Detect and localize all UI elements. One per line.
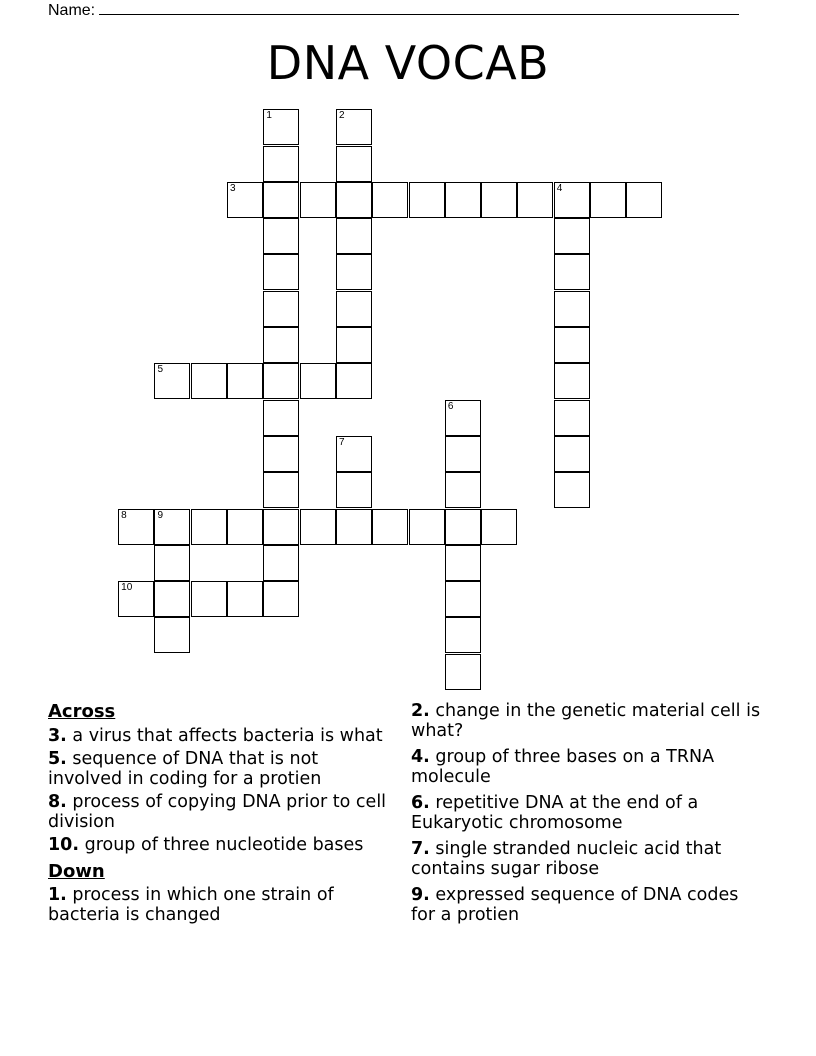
clue-number: 10. <box>48 835 80 855</box>
clue-text: single stranded nucleic acid that contains sugar ribose <box>411 839 722 879</box>
grid-cell[interactable] <box>445 182 481 218</box>
clue-text: sequence of DNA that is not involved in coding for a protien <box>48 749 322 789</box>
grid-cell[interactable] <box>336 472 372 508</box>
clue-text: group of three nucleotide bases <box>84 835 364 855</box>
grid-cell[interactable] <box>372 509 408 545</box>
clue-text: group of three bases on a TRNA molecule <box>411 747 715 787</box>
grid-cell[interactable] <box>409 182 445 218</box>
grid-cell[interactable] <box>191 509 227 545</box>
grid-cell[interactable] <box>481 509 517 545</box>
grid-cell[interactable] <box>227 363 263 399</box>
cell-number: 7 <box>338 436 345 448</box>
grid-cell[interactable] <box>300 363 336 399</box>
grid-cell[interactable] <box>154 581 190 617</box>
clues-left-column <box>48 702 388 929</box>
grid-cell[interactable] <box>300 509 336 545</box>
cell-number: 3 <box>230 182 236 194</box>
grid-cell[interactable] <box>409 509 445 545</box>
clue-down-7 <box>411 840 761 879</box>
grid-cell[interactable] <box>554 291 590 327</box>
grid-cell[interactable] <box>336 291 372 327</box>
grid-cell[interactable] <box>590 182 626 218</box>
grid-cell[interactable] <box>263 436 299 472</box>
grid-cell[interactable] <box>336 436 372 472</box>
grid-cell[interactable] <box>336 146 372 182</box>
clue-down-9 <box>411 886 761 925</box>
grid-cell[interactable] <box>263 109 299 145</box>
grid-cell[interactable] <box>118 509 154 545</box>
grid-cell[interactable] <box>445 581 481 617</box>
grid-cell[interactable] <box>445 545 481 581</box>
grid-cell[interactable] <box>336 218 372 254</box>
clues-right-column <box>411 702 761 932</box>
grid-cell[interactable] <box>263 254 299 290</box>
grid-cell[interactable] <box>263 146 299 182</box>
grid-cell[interactable] <box>554 327 590 363</box>
grid-cell[interactable] <box>445 509 481 545</box>
cell-number: 5 <box>157 364 163 376</box>
grid-cell[interactable] <box>336 327 372 363</box>
grid-cell[interactable] <box>554 472 590 508</box>
clue-down-2 <box>411 702 761 741</box>
grid-cell[interactable] <box>227 182 263 218</box>
clue-number: 6. <box>411 793 430 813</box>
cell-number: 2 <box>338 110 345 122</box>
grid-cell[interactable] <box>154 617 190 653</box>
down-heading: Down <box>48 860 105 882</box>
clue-text: a virus that affects bacteria is what <box>72 725 383 746</box>
cell-number: 1 <box>266 110 272 122</box>
grid-cell[interactable] <box>118 581 154 617</box>
grid-cell[interactable] <box>554 182 590 218</box>
grid-cell[interactable] <box>445 472 481 508</box>
clue-number: 3. <box>48 725 67 746</box>
grid-cell[interactable] <box>263 509 299 545</box>
grid-cell[interactable] <box>263 291 299 327</box>
grid-cell[interactable] <box>554 218 590 254</box>
across-heading: Across <box>48 701 116 722</box>
grid-cell[interactable] <box>517 182 553 218</box>
clue-text: change in the genetic material cell is what? <box>411 701 761 741</box>
grid-cell[interactable] <box>227 509 263 545</box>
grid-cell[interactable] <box>263 327 299 363</box>
grid-cell[interactable] <box>445 654 481 690</box>
grid-cell[interactable] <box>554 363 590 399</box>
grid-cell[interactable] <box>445 400 481 436</box>
clue-across-10 <box>48 836 388 856</box>
grid-cell[interactable] <box>154 509 190 545</box>
clue-down-1 <box>48 886 388 925</box>
grid-cell[interactable] <box>191 581 227 617</box>
grid-cell[interactable] <box>336 109 372 145</box>
grid-cell[interactable] <box>372 182 408 218</box>
grid-cell[interactable] <box>554 400 590 436</box>
clue-across-8 <box>48 793 388 832</box>
grid-cell[interactable] <box>263 545 299 581</box>
grid-cell[interactable] <box>191 363 227 399</box>
grid-cell[interactable] <box>336 182 372 218</box>
name-label: Name: <box>48 2 96 19</box>
cell-number: 4 <box>556 182 563 194</box>
grid-cell[interactable] <box>336 509 372 545</box>
cell-number: 6 <box>447 400 454 412</box>
grid-cell[interactable] <box>554 254 590 290</box>
grid-cell[interactable] <box>263 182 299 218</box>
clue-number: 9. <box>411 885 430 905</box>
grid-cell[interactable] <box>300 182 336 218</box>
clue-text: expressed sequence of DNA codes for a protien <box>411 885 739 925</box>
cell-number: 8 <box>121 509 127 521</box>
clue-text: process of copying DNA prior to cell division <box>48 792 387 832</box>
clue-number: 8. <box>48 792 67 812</box>
grid-cell[interactable] <box>554 436 590 472</box>
cell-number: 10 <box>121 582 133 594</box>
clue-number: 7. <box>411 839 430 859</box>
grid-cell[interactable] <box>263 581 299 617</box>
grid-cell[interactable] <box>154 545 190 581</box>
clue-across-3 <box>48 727 388 747</box>
clue-number: 1. <box>48 885 67 905</box>
grid-cell[interactable] <box>263 218 299 254</box>
grid-cell[interactable] <box>336 254 372 290</box>
cell-number: 9 <box>157 509 163 521</box>
grid-cell[interactable] <box>263 472 299 508</box>
page-title: DNA VOCAB <box>266 36 550 90</box>
grid-cell[interactable] <box>336 363 372 399</box>
clue-text: repetitive DNA at the end of a Eukaryotic chromosome <box>411 793 699 833</box>
clue-down-6 <box>411 794 761 833</box>
clue-number: 4. <box>411 747 430 767</box>
grid-cell[interactable] <box>263 400 299 436</box>
grid-cell[interactable] <box>445 436 481 472</box>
grid-cell[interactable] <box>481 182 517 218</box>
clue-number: 5. <box>48 749 67 769</box>
grid-cell[interactable] <box>263 363 299 399</box>
clue-number: 2. <box>411 701 430 721</box>
clue-across-5 <box>48 750 388 789</box>
grid-cell[interactable] <box>227 581 263 617</box>
grid-cell[interactable] <box>445 617 481 653</box>
clue-down-4 <box>411 748 761 787</box>
grid-cell[interactable] <box>154 363 190 399</box>
grid-cell[interactable] <box>626 182 662 218</box>
clue-text: process in which one strain of bacteria is changed <box>48 885 334 925</box>
